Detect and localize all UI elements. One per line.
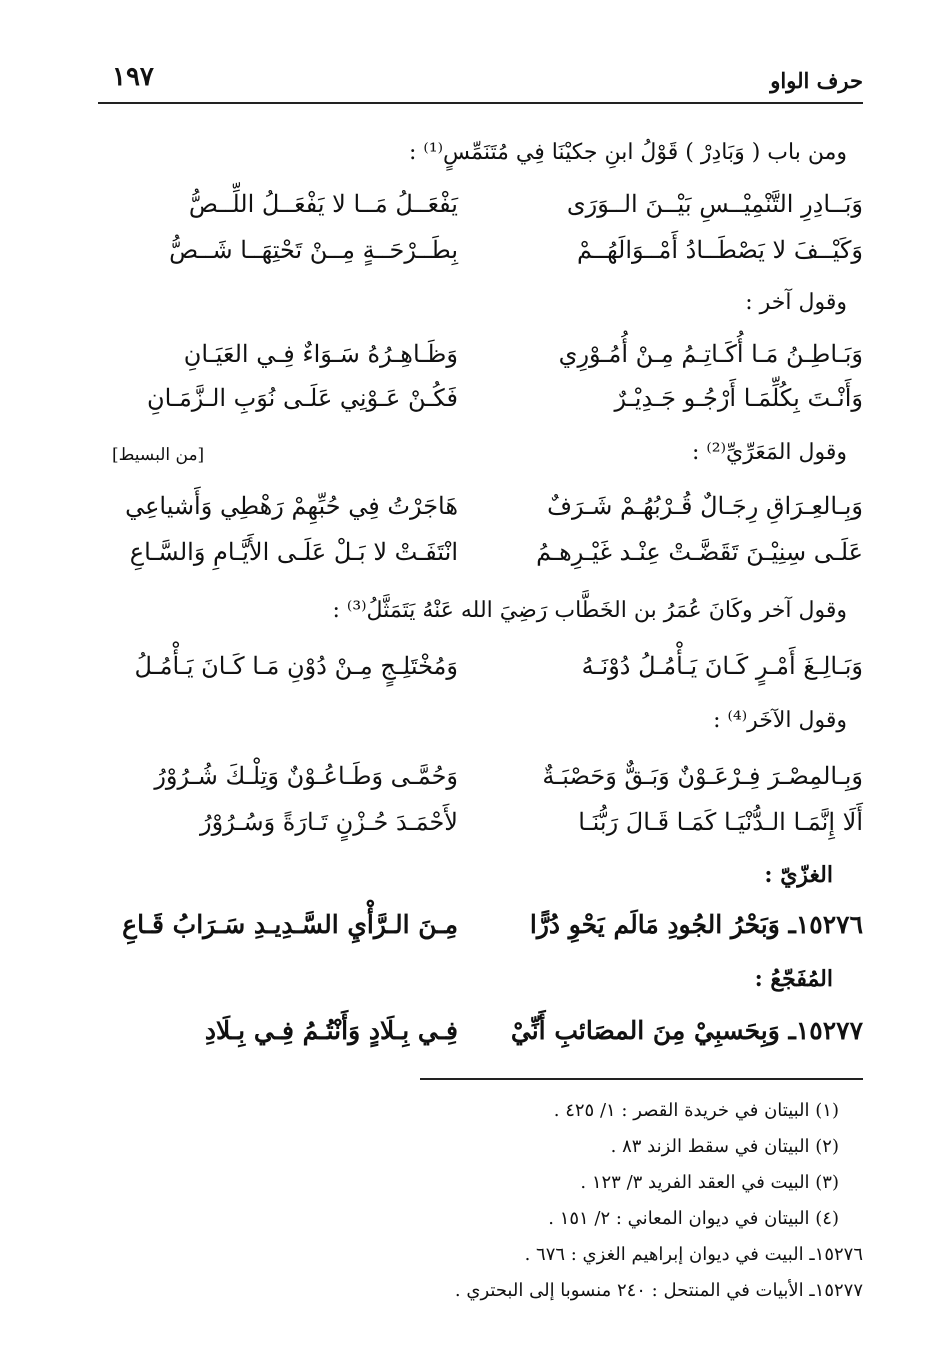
- verse-first-hemistich: ١٥٢٧٦ـ وَبَحْرُ الجُودِ مَالَم يَحْوِ دُرًّا: [529, 910, 863, 939]
- verse-second-hemistich: وَظَـاهِـرُهُ سَـوَاءٌ فِـي العَيَـانِ: [183, 340, 458, 368]
- footnote: (٤) البيتان في ديوان المعاني : ٢/ ١٥١ .: [548, 1208, 839, 1229]
- verse-first-hemistich: وَبِـالمِصْـرَ فِـرْعَـوْنٌ وَبَـقٌّ وَحَصْبَـةٌ: [542, 762, 863, 790]
- footnote: ١٥٢٧٧ـ الأبيات في المنتحل : ٢٤٠ منسوبا إلى البحتري .: [454, 1280, 863, 1301]
- verse-second-hemistich: هَاجَرْتُ فِي حُبِّهِمْ رَهْطِي وَأَشياعِي: [125, 492, 458, 520]
- verse-first-hemistich: وَبَــادِرِ التَّنْمِيْــسِ بَيْــنَ الــوَرَى: [566, 190, 863, 218]
- verse-line: [110, 190, 863, 234]
- numbered-verse-line: [110, 910, 863, 954]
- verse-line: [110, 538, 863, 582]
- verse-first-hemistich: ١٥٢٧٧ـ وَبِحَسبِيْ مِنَ المصَائبِ أَنِّيْ: [510, 1016, 863, 1045]
- header-rule: [98, 102, 863, 104]
- page-number: ١٩٧: [112, 62, 154, 92]
- footnote-rule: [420, 1078, 863, 1080]
- verse-line: [110, 808, 863, 852]
- verse-first-hemistich: وَبَـاطِـنُ مَـا أُكَـاتِـمُ مِـنْ أُمُـوْرِي: [558, 340, 863, 368]
- verse-first-hemistich: وَبَـالِـغَ أَمْـرٍ كَـانَ يَـأْمُـلُ دُوْنَـهُ: [581, 652, 863, 680]
- verse-second-hemistich: انْتَفَـتْ لا بَـلْ عَلَـى الأَيَّـامِ وَالسَّـاعِ: [129, 538, 458, 566]
- numbered-verse-line: [110, 1016, 863, 1060]
- verse-second-hemistich: بِطَــرْحَــةٍ مِــنْ تَحْتِهَــا شَــصُّ: [169, 236, 458, 264]
- intro-line-1: ومن باب ( وَبَادِرْ ) قَوْلُ ابنِ جكيْنَا فِي مُتَنَمِّسٍ⁽¹⁾ :: [409, 140, 847, 165]
- footnote: (٢) البيتان في سقط الزند ٨٣ .: [610, 1136, 839, 1157]
- running-header-title: حرف الواو: [770, 68, 863, 93]
- verse-first-hemistich: وَكَيْــفَ لا يَصْطَــادُ أَمْــوَالَهُــمْ: [576, 236, 863, 264]
- verse-second-hemistich: فَكُـنْ عَـوْنِي عَلَـى نُوَبِ الـزَّمَـانِ: [146, 384, 458, 412]
- verse-second-hemistich: يَفْعَــلُ مَــا لا يَفْعَــلُ اللِّــصُّ: [188, 190, 458, 218]
- verse-second-hemistich: مِـنَ الـرَّأْيِ السَّـدِيـدِ سَـرَابُ قَـاعِ: [122, 910, 458, 939]
- meter-note: [من البسيط]: [112, 445, 205, 465]
- intro-line-3: وقول المَعَرِّيِّ⁽²⁾ :: [691, 440, 847, 465]
- verse-line: [110, 492, 863, 536]
- verse-line: [110, 652, 863, 696]
- intro-line-2: وقول آخر :: [745, 290, 847, 315]
- verse-line: [110, 236, 863, 280]
- poet-name: المُفَجّعُ :: [754, 966, 833, 992]
- intro-line-5: وقول الآخَر⁽⁴⁾ :: [713, 708, 847, 733]
- verse-first-hemistich: أَلَا إِنَّمَـا الـدُّنْيَـا كَمَـا قَـالَ رَبُّنَـا: [578, 808, 863, 836]
- verse-second-hemistich: وَحُمَّـى وَطَـاعُـوْنٌ وَتِلْـكَ شُـرُوْرُ: [154, 762, 458, 790]
- verse-second-hemistich: وَمُخْتَلِـجٍ مِـنْ دُوْنِ مَـا كَـانَ يَـأْمُـلُ: [134, 652, 458, 680]
- intro-line-4: وقول آخر وكَانَ عُمَرُ بن الخَطَّاب رَضِيَ الله عَنْهُ يَتَمَثَّلُ⁽³⁾ :: [332, 598, 847, 623]
- footnote: (١) البيتان في خريدة القصر : ١/ ٤٢٥ .: [553, 1100, 839, 1121]
- footnote: (٣) البيت في العقد الفريد ٣/ ١٢٣ .: [580, 1172, 839, 1193]
- verse-first-hemistich: عَلَـى سِنِيْـنَ تَقَضَّـتْ عِنْـد غَيْـرِهـمُ: [536, 538, 863, 566]
- verse-line: [110, 340, 863, 384]
- verse-line: [110, 384, 863, 428]
- verse-second-hemistich: فِـي بِـلَادٍ وَأَنْتُـمُ فِـي بِـلَادِ: [204, 1016, 458, 1045]
- verse-first-hemistich: وَأَنْـتَ بِكُلِّمَـا أَرْجُـو جَـدِيْـرٌ: [614, 384, 863, 412]
- verse-line: [110, 762, 863, 806]
- verse-first-hemistich: وَبِـالعِـرَاقِ رِجَـالٌ قُـرْبُهُـمْ شَـرَفٌ: [547, 492, 863, 520]
- poet-name: الغزّيّ :: [764, 862, 833, 888]
- verse-second-hemistich: لأَحْمَـدَ حُـزْنٍ تَـارَةً وَسُـرُوْرُ: [200, 808, 458, 836]
- footnote: ١٥٢٧٦ـ البيت في ديوان إبراهيم الغزي : ٦٧٦ .: [524, 1244, 863, 1265]
